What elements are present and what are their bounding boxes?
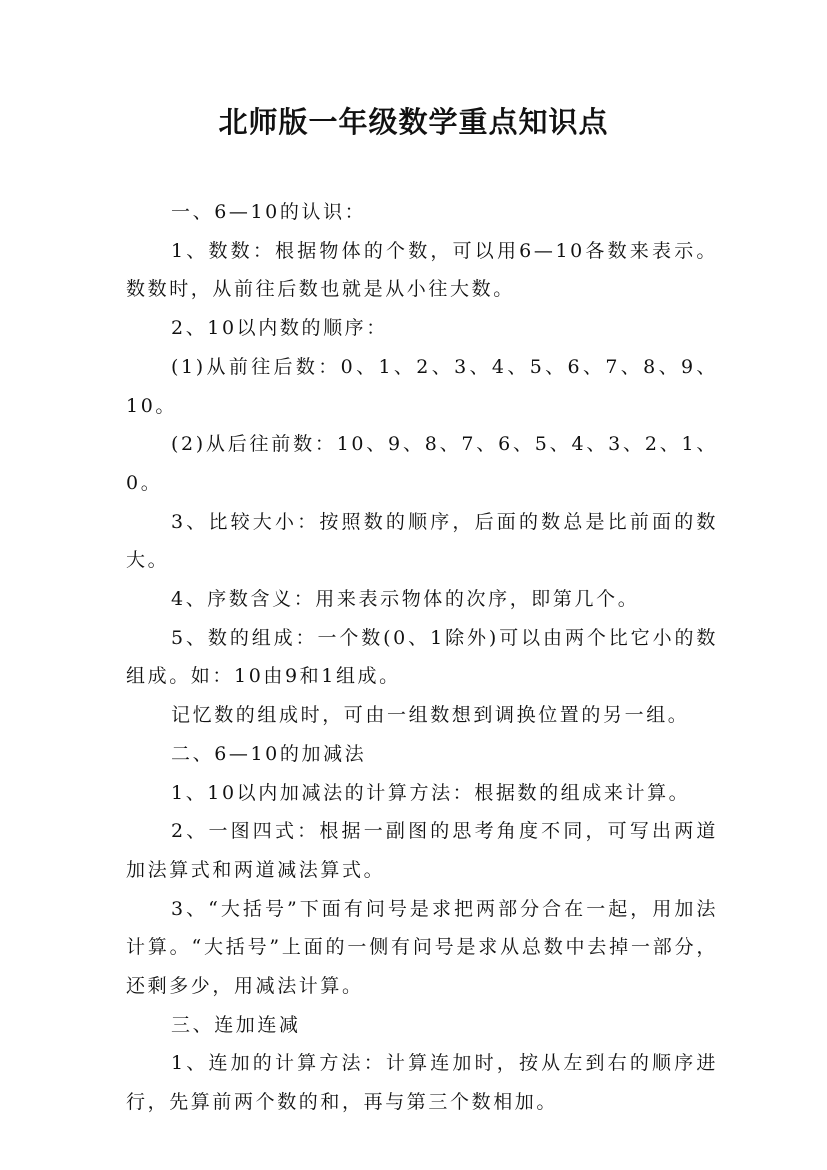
- section-heading-1: 一、6—10的认识：: [171, 201, 367, 223]
- section-heading-3: 三、连加连减: [171, 1013, 301, 1036]
- document-body: [126, 193, 718, 1122]
- paragraph: 2、10以内数的顺序：: [171, 317, 388, 340]
- paragraph: 4、序数含义：用来表示物体的次序，即第几个。: [171, 588, 640, 611]
- paragraph: 2、一图四式：根据一副图的思考角度不同，可写出两道加法算式和两道减法算式。: [126, 820, 718, 881]
- paragraph: 5、数的组成：一个数(0、1除外)可以由两个比它小的数组成。如：10由9和1组成。: [126, 626, 718, 688]
- paragraph: 3、比较大小：按照数的顺序，后面的数总是比前面的数大。: [126, 510, 718, 572]
- paragraph: 1、数数：根据物体的个数，可以用6—10各数来表示。数数时，从前往后数也就是从小往大数。: [126, 239, 718, 301]
- section-heading-2: 二、6—10的加减法: [171, 742, 367, 765]
- paragraph: 1、10以内加减法的计算方法：根据数的组成来计算。: [171, 781, 691, 804]
- paragraph: 3、“大括号”下面有问号是求把两部分合在一起，用加法计算。“大括号”上面的一侧有问号是求从总数中去掉一部分，还剩多少，用减法计算。: [126, 897, 718, 998]
- paragraph: 记忆数的组成时，可由一组数想到调换位置的另一组。: [171, 704, 690, 727]
- document-title: 北师版一年级数学重点知识点: [218, 105, 609, 139]
- paragraph: (2)从后往前数：10、9、8、7、6、5、4、3、2、1、0。: [126, 433, 718, 494]
- paragraph: (1)从前往后数：0、1、2、3、4、5、6、7、8、9、10。: [126, 355, 718, 417]
- paragraph: 1、连加的计算方法：计算连加时，按从左到右的顺序进行，先算前两个数的和，再与第三个数相加。: [126, 1052, 718, 1114]
